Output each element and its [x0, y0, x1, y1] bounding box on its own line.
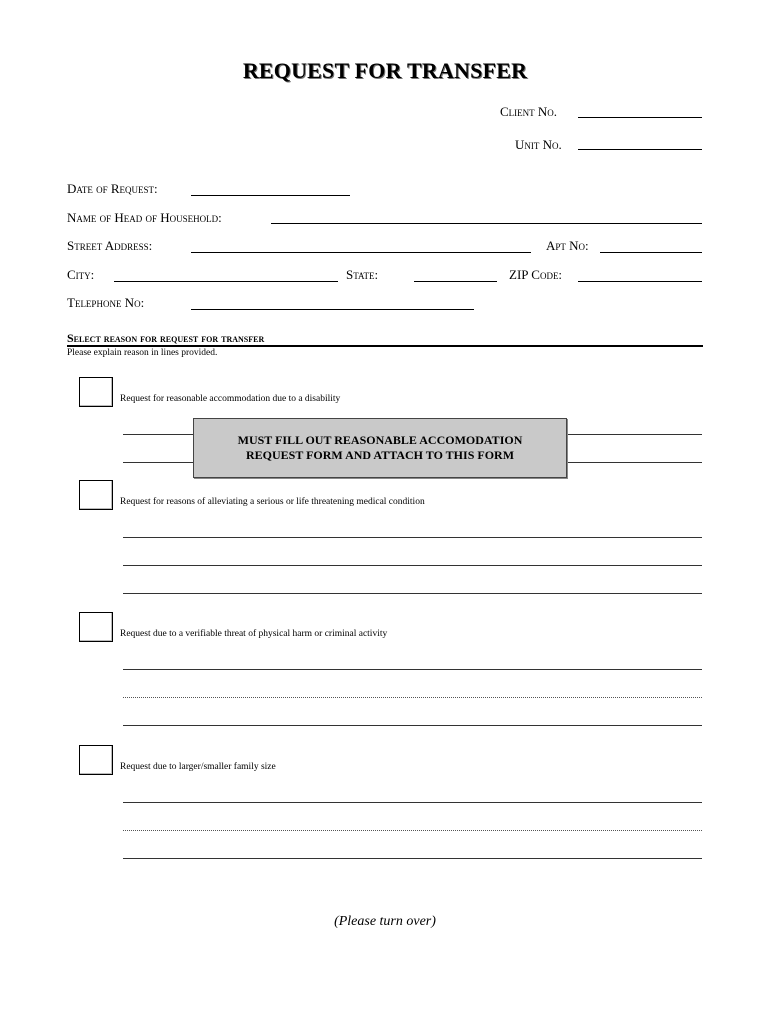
head-of-household-field[interactable] [271, 223, 702, 224]
turn-over-note: (Please turn over) [334, 914, 436, 929]
explanation-line[interactable] [123, 858, 702, 859]
explanation-line[interactable] [123, 669, 702, 670]
zip-code-label: ZIP Code: [509, 267, 563, 282]
state-label: State: [346, 267, 379, 282]
reason-disability-label: Request for reasonable accommodation due to a disability [120, 394, 341, 404]
explanation-line[interactable] [123, 593, 702, 594]
explanation-line[interactable] [123, 565, 702, 566]
telephone-label: Telephone No: [67, 295, 145, 310]
form-title: REQUEST FOR TRANSFER [242, 58, 528, 83]
reason-medical-label: Request for reasons of alleviating a serious or life threatening medical condition [120, 497, 425, 507]
unit-no-field[interactable] [578, 149, 702, 150]
street-address-field[interactable] [191, 252, 531, 253]
reason-family-size-label: Request due to larger/smaller family size [120, 762, 276, 772]
notice-line-2: REQUEST FORM AND ATTACH TO THIS FORM [245, 448, 515, 462]
explanation-line[interactable] [123, 802, 702, 803]
explanation-line[interactable] [123, 725, 702, 726]
city-field[interactable] [114, 281, 338, 282]
state-field[interactable] [414, 281, 497, 282]
reason-medical-checkbox[interactable] [79, 480, 113, 510]
client-no-label: Client No. [500, 104, 558, 119]
head-of-household-label: Name of Head of Household: [67, 210, 222, 225]
accommodation-form-notice [193, 418, 567, 478]
notice-line-1: MUST FILL OUT REASONABLE ACCOMODATION [237, 433, 523, 447]
section-instructions: Please explain reason in lines provided. [67, 348, 218, 358]
street-address-label: Street Address: [67, 238, 153, 253]
date-of-request-label: Date of Request: [67, 181, 158, 196]
reason-threat-label: Request due to a verifiable threat of physical harm or criminal activity [120, 629, 388, 639]
explanation-line[interactable] [123, 697, 702, 698]
reason-family-size-checkbox[interactable] [79, 745, 113, 775]
client-no-field[interactable] [578, 117, 702, 118]
explanation-line[interactable] [123, 830, 702, 831]
zip-code-field[interactable] [578, 281, 702, 282]
reason-threat-checkbox[interactable] [79, 612, 113, 642]
city-label: City: [67, 267, 95, 282]
section-divider [67, 345, 703, 347]
section-title: Select reason for request for transfer [67, 331, 265, 345]
reason-disability-checkbox[interactable] [79, 377, 113, 407]
explanation-line[interactable] [123, 537, 702, 538]
apt-no-field[interactable] [600, 252, 702, 253]
unit-no-label: Unit No. [515, 137, 562, 152]
telephone-field[interactable] [191, 309, 474, 310]
date-of-request-field[interactable] [191, 195, 350, 196]
apt-no-label: Apt No: [546, 238, 589, 253]
